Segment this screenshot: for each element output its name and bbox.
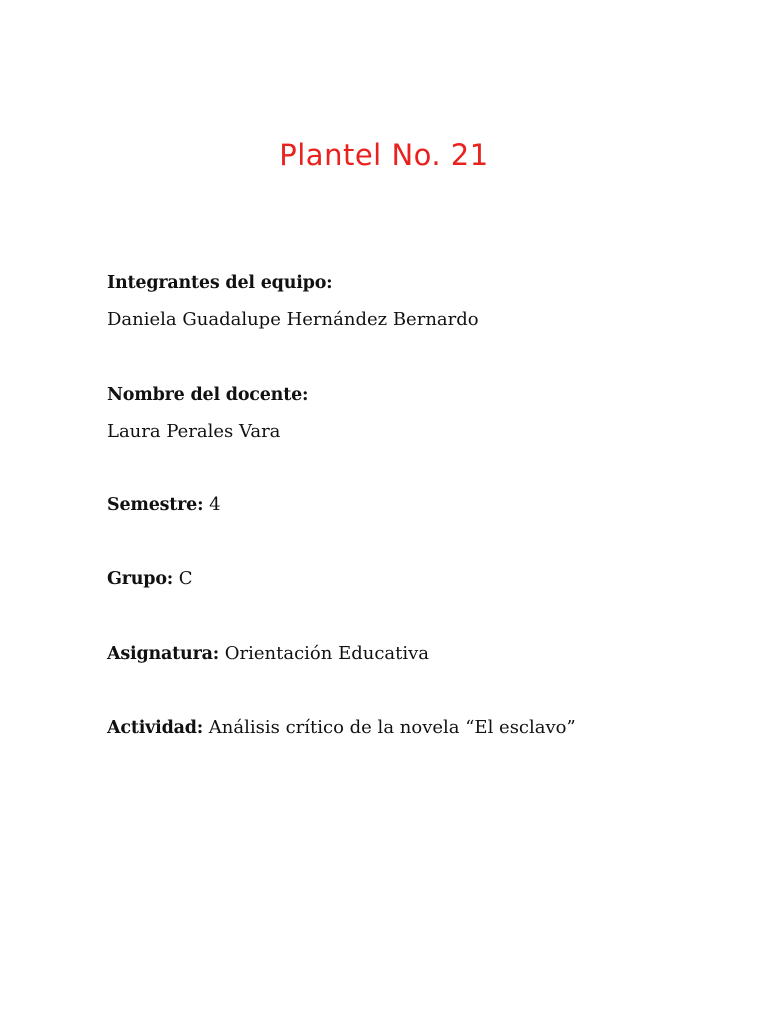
group-value: C — [178, 568, 193, 589]
teacher-label: Nombre del docente: — [107, 385, 309, 405]
field-team-value-row — [107, 309, 479, 331]
field-semester — [107, 494, 221, 516]
field-team-label-row — [107, 272, 332, 294]
activity-label: Actividad: — [107, 718, 204, 738]
semester-value: 4 — [209, 494, 221, 515]
field-subject — [107, 643, 429, 665]
field-teacher-label-row — [107, 384, 308, 406]
semester-label: Semestre: — [107, 495, 204, 515]
activity-value: Análisis crítico de la novela “El esclavo” — [208, 717, 576, 738]
subject-label: Asignatura: — [107, 644, 220, 664]
field-activity — [107, 717, 576, 739]
team-label: Integrantes del equipo: — [107, 273, 333, 293]
team-members-value: Daniela Guadalupe Hernández Bernardo — [107, 309, 479, 330]
field-group — [107, 568, 193, 590]
field-teacher-value-row — [107, 421, 280, 443]
teacher-value: Laura Perales Vara — [107, 421, 281, 442]
group-label: Grupo: — [107, 569, 174, 589]
page-title: Plantel No. 21 — [279, 138, 489, 172]
subject-value: Orientación Educativa — [224, 643, 430, 664]
